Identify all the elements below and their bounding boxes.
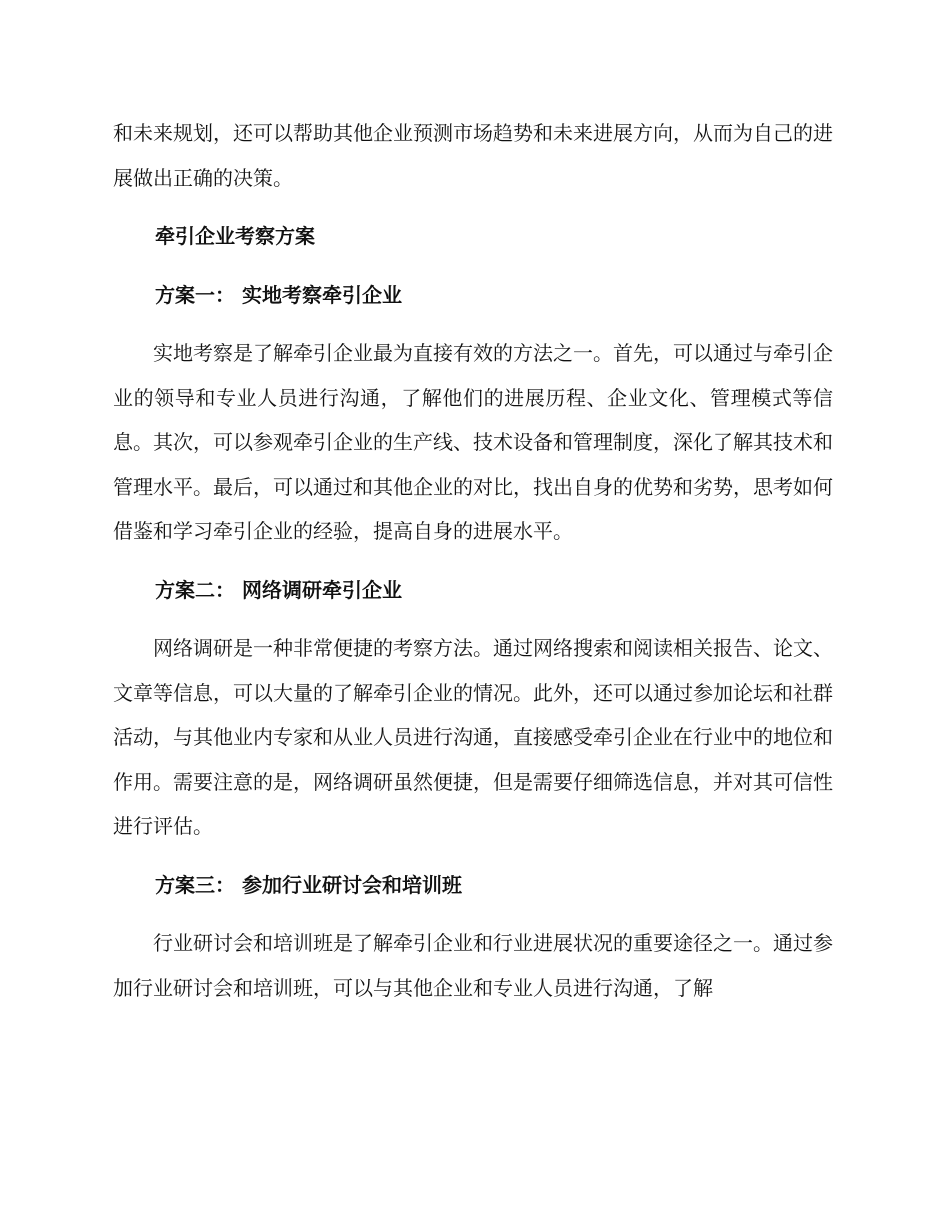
- document-body: [113, 111, 833, 1010]
- spacer: [113, 907, 833, 921]
- plan-three-heading: 方案三： 参加行业研讨会和培训班: [155, 872, 462, 897]
- spacer: [113, 554, 833, 568]
- continuation-paragraph: 和未来规划，还可以帮助其他企业预测市场趋势和未来进展方向，从而为自己的进展做出正确的决策。: [113, 121, 833, 190]
- plan-one-heading: 方案一： 实地考察牵引企业: [155, 282, 402, 307]
- plan-one-paragraph: 实地考察是了解牵引企业最为直接有效的方法之一。首先，可以通过与牵引企业的领导和专业人员进行沟通，了解他们的进展历程、企业文化、管理模式等信息。其次，可以参观牵引企业的生产线、技术设备和管理制度，深化了解其技术和管理水平。最后，可以通过和其他企业的对比，找出自身的优势和劣势，思考如何借鉴和学习牵引企业的经验，提高自身的进展水平。: [113, 341, 833, 543]
- section-title: 牵引企业考察方案: [155, 224, 315, 248]
- plan-two-heading: 方案二： 网络调研牵引企业: [155, 577, 402, 602]
- spacer: [113, 259, 833, 273]
- spacer: [113, 317, 833, 331]
- spacer: [113, 849, 833, 863]
- plan-two-paragraph: 网络调研是一种非常便捷的考察方法。通过网络搜索和阅读相关报告、论文、文章等信息，可以大量的了解牵引企业的情况。此外，还可以通过参加论坛和社群活动，与其他业内专家和从业人员进行沟通，直接感受牵引企业在行业中的地位和作用。需要注意的是，网络调研虽然便捷，但是需要仔细筛选信息，并对其可信性进行评估。: [113, 636, 833, 838]
- spacer: [113, 612, 833, 626]
- spacer: [113, 200, 833, 214]
- plan-three-paragraph: 行业研讨会和培训班是了解牵引企业和行业进展状况的重要途径之一。通过参加行业研讨会和培训班，可以与其他企业和专业人员进行沟通，了解: [113, 931, 833, 1000]
